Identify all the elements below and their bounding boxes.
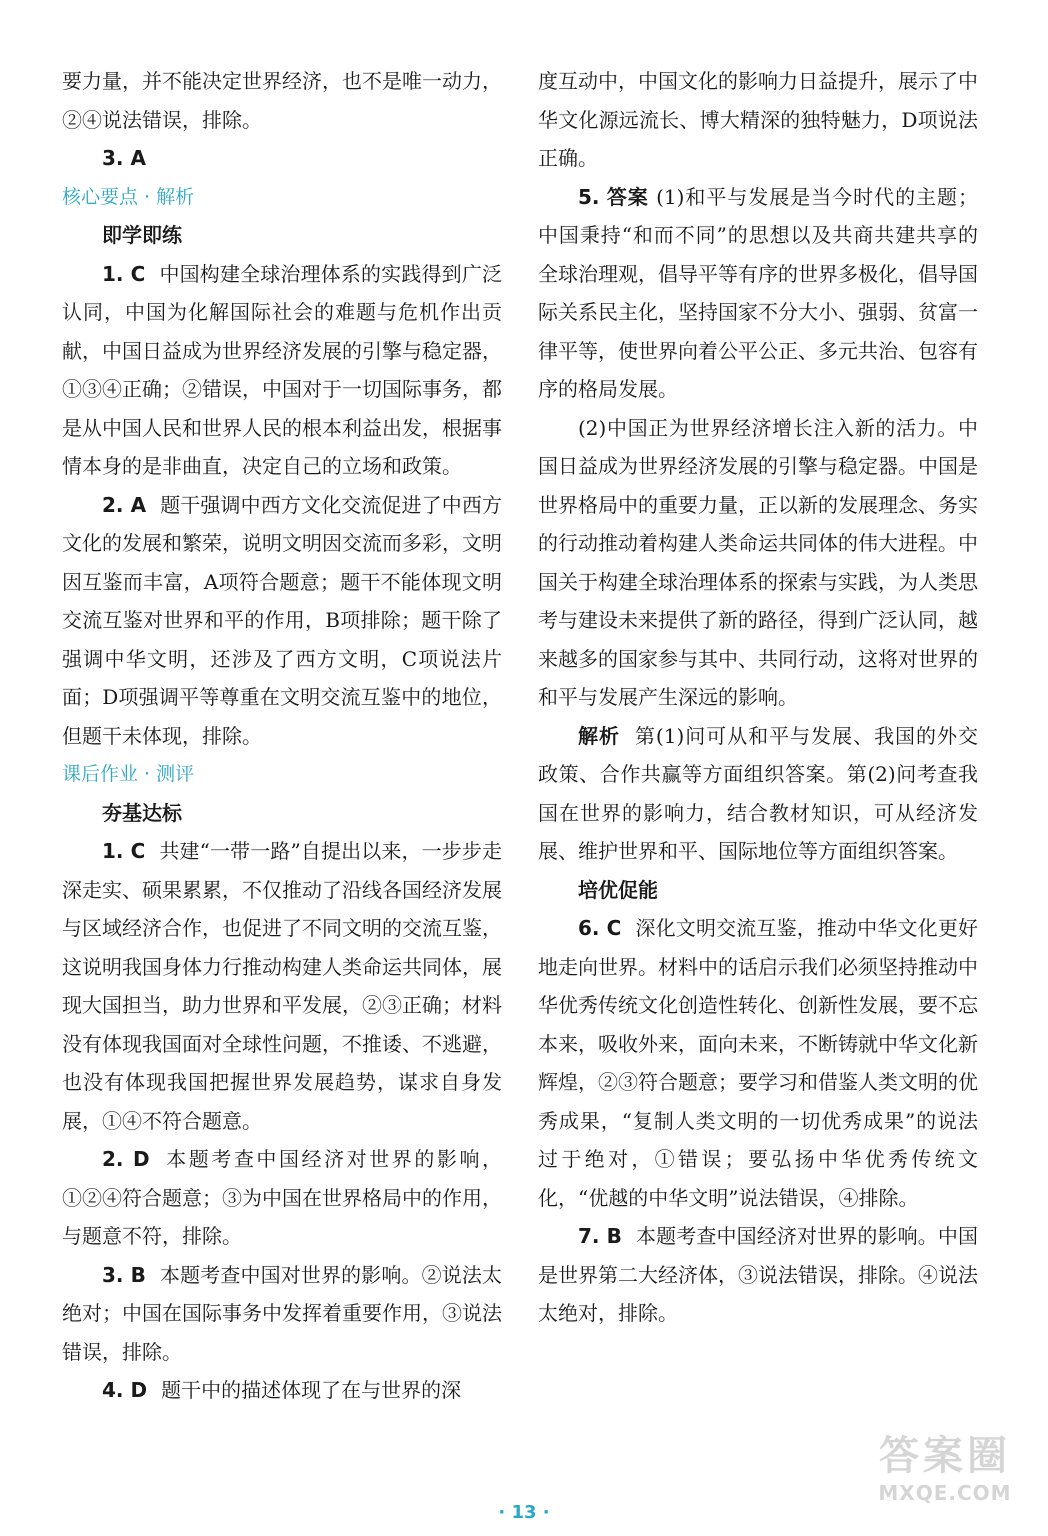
watermark-logo — [860, 1424, 1030, 1524]
watermark-text: 答案圈 — [879, 1433, 1011, 1479]
continued-paragraph: 度互动中，中国文化的影响力日益提升，展示了中华文化源远流长、博大精深的独特魅力，D项说法正确。 — [538, 69, 978, 170]
answer-number: 4. D — [102, 1378, 148, 1402]
answer-number: 1. C — [102, 839, 146, 863]
answer-text: 中国构建全球治理体系的实践得到广泛认同，中国为化解国际社会的难题与危机作出贡献，中国日益成为世界经济发展的引擎与稳定器，①③④正确；②错误，中国对于一切国际事务，都是从中国人民和世界人民的根本利益出发，根据事情本身的是非曲直，决定自己的立场和政策。 — [62, 261, 502, 478]
answer-number: 3. B — [102, 1262, 146, 1287]
answer-text: (1)和平与发展是当今时代的主题；中国秉持“和而不同”的思想以及共商共建共享的全球治理观，倡导平等有序的世界多极化，倡导国际关系民主化，坚持国家不分大小、强弱、贫富一律平等，使世界向着公平公正、多元共治、包容有序的格局发展。 — [538, 184, 978, 401]
answer-number: 6. C — [578, 916, 622, 940]
answer-number: 7. B — [578, 1224, 622, 1248]
answer-text: 本题考查中国经济对世界的影响，①②④符合题意；③为中国在世界格局中的作用，与题意不符，排除。 — [62, 1147, 503, 1248]
analysis-text: 第(1)问可从和平与发展、我国的外交政策、合作共赢等方面组织答案。第(2)问考查我国在世界的影响力，结合教材知识，可从经济发展、维护世界和平、国际地位等方面组织答案。 — [538, 723, 978, 863]
answer-number: 3. A — [102, 146, 146, 170]
answer-item — [62, 832, 502, 1140]
analysis-paragraph — [538, 717, 978, 871]
answer-item — [538, 178, 978, 409]
answer-number: 5. — [578, 184, 600, 209]
answer-text: 题干强调中西方文化交流促进了中西方文化的发展和繁荣，说明文明因交流而多彩，文明因互鉴而丰富，A项符合题意；题干不能体现文明交流互鉴对世界和平的作用，B项排除；题干除了强调中华文明，还涉及了西方文明，C项说法片面；D项强调平等尊重在文明交流互鉴中的地位，但题干未体现，排除。 — [62, 492, 502, 748]
subheading-advanced: 培优促能 — [578, 877, 658, 902]
answer-3 — [62, 139, 502, 178]
answer-text: 本题考查中国对世界的影响。②说法太绝对；中国在国际事务中发挥着重要作用，③说法错误，排除。 — [62, 1262, 502, 1364]
subheading-practice: 即学即练 — [102, 223, 182, 247]
answer-text: 深化文明交流互鉴，推动中华文化更好地走向世界。材料中的话启示我们必须坚持推动中华优秀传统文化创造性转化、创新性发展，要不忘本来，吸收外来，面向未来，不断铸就中华文化新辉煌，②③符合题意；要学习和借鉴人类文明的优秀成果，“复制人类文明的一切优秀成果”的说法过于绝对，①错误；要弘扬中华优秀传统文化，“优越的中华文明”说法错误，④排除。 — [538, 916, 978, 1210]
answer-paragraph: (2)中国正为世界经济增长注入新的活力。中国日益成为世界经济发展的引擎与稳定器。中国是世界格局中的重要力量，正以新的发展理念、务实的行动推动着构建人类命运共同体的伟大进程。中国关于构建全球治理体系的探索与实践，为人类思考与建设未来提供了新的路径，得到广泛认同，越来越多的国家参与其中、共同行动，这将对世界的和平与发展产生深远的影响。 — [538, 415, 978, 709]
answer-text: 本题考查中国经济对世界的影响。中国是世界第二大经济体，③说法错误，排除。④说法太绝对，排除。 — [538, 1224, 978, 1325]
answer-item — [62, 1140, 502, 1256]
answer-item — [538, 1217, 978, 1333]
answer-item — [62, 255, 502, 486]
answer-item — [538, 909, 978, 1217]
answer-item — [62, 1371, 502, 1410]
answer-text: 共建“一带一路”自提出以来，一步步走深走实、硕果累累，不仅推动了沿线各国经济发展与区域经济合作，也促进了不同文明的交流互鉴，这说明我国身体力行推动构建人类命运共同体，展现大国担当，助力世界和平发展，②③正确；材料没有体现我国面对全球性问题，不推诿、不逃避，也没有体现我国把握世界发展趋势，谋求自身发展，①④不符合题意。 — [62, 839, 502, 1133]
section-heading-homework: 课后作业 · 测评 — [62, 763, 195, 785]
analysis-label: 解析 — [578, 723, 620, 748]
continued-paragraph: 要力量，并不能决定世界经济，也不是唯一动力，②④说法错误，排除。 — [62, 69, 502, 132]
answer-text: 题干中的描述体现了在与世界的深 — [161, 1378, 462, 1402]
page-number: · 13 · — [498, 1502, 550, 1523]
answer-label: 答案 — [606, 184, 649, 209]
section-heading-core: 核心要点 · 解析 — [62, 185, 195, 208]
watermark-url: MXQE.COM — [878, 1481, 1012, 1505]
answer-item — [62, 486, 502, 756]
answer-item — [62, 1256, 502, 1372]
right-column — [538, 62, 978, 1333]
left-column — [62, 62, 502, 1410]
answer-number: 1. C — [102, 261, 146, 286]
answer-number: 2. A — [102, 492, 147, 517]
subheading-basics: 夯基达标 — [102, 800, 182, 825]
answer-number: 2. D — [102, 1147, 150, 1171]
